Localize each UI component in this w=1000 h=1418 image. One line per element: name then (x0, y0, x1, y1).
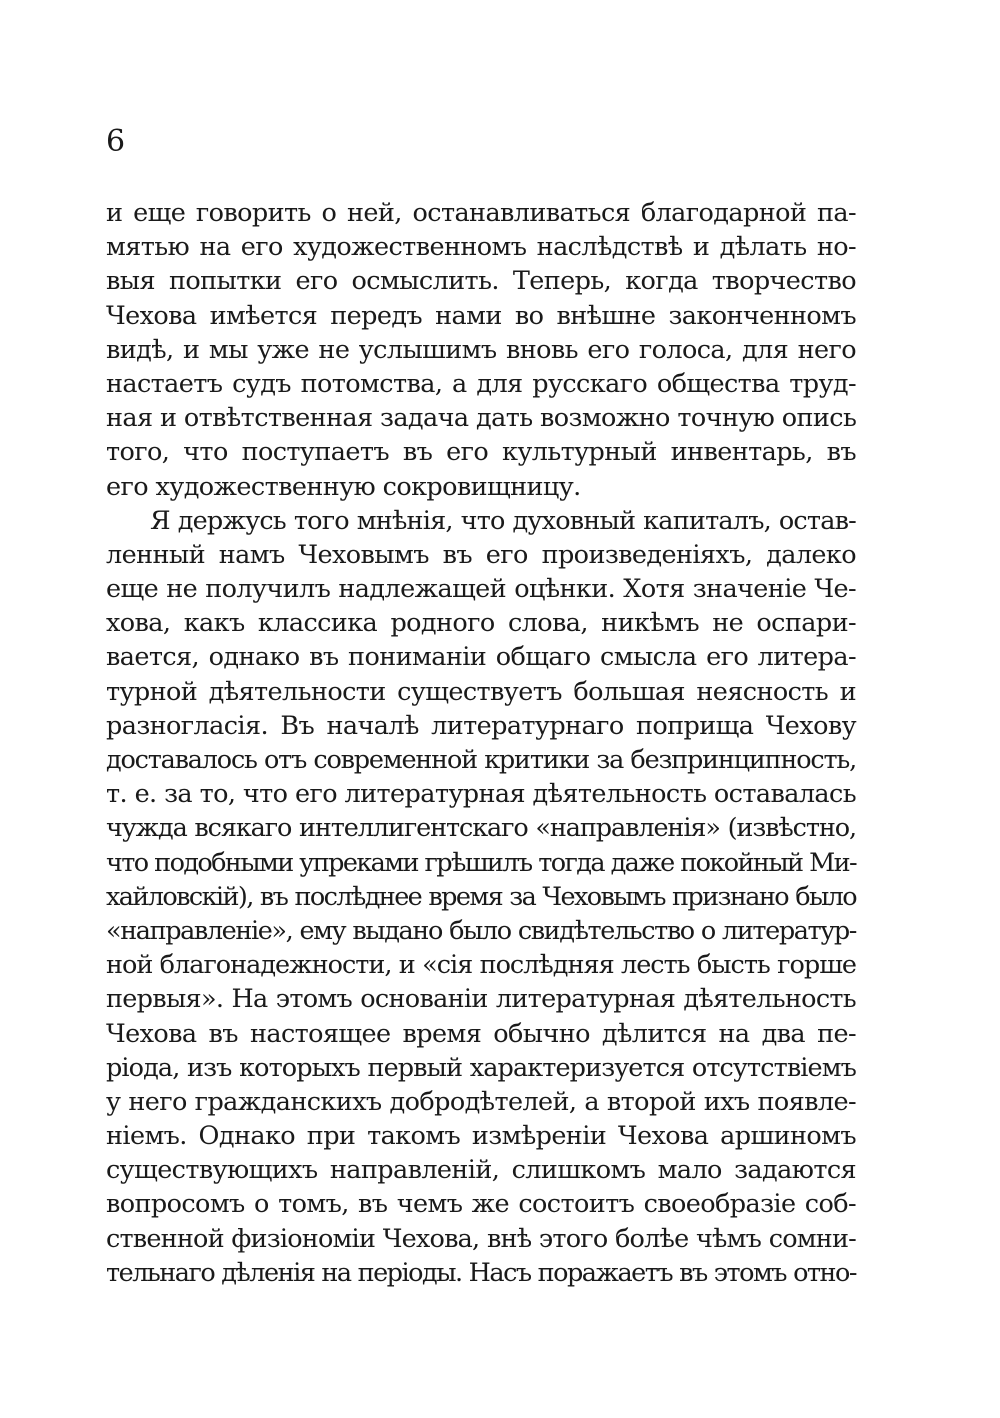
text-line: что подобными упреками грѣшилъ тогда даже покойный Ми- (106, 847, 856, 878)
text-line: Чехова въ настоящее время обычно дѣлится на два пе- (106, 1018, 856, 1049)
text-line: чужда всякаго интеллигентскаго «направленія» (извѣстно, (106, 813, 856, 844)
text-line: тельнаго дѣленія на періоды. Насъ поражаетъ въ этомъ отно- (106, 1257, 856, 1288)
text-line: доставалось отъ современной критики за безпринципность, (106, 745, 856, 775)
text-line: у него гражданскихъ добродѣтелей, а второй ихъ появле- (106, 1086, 856, 1117)
text-line: выя попытки его осмыслить. Теперь, когда творчество (106, 266, 856, 297)
text-line: настаетъ судъ потомства, а для русскаго общества труд- (106, 368, 856, 399)
text-line: его художественную сокровищницу. (106, 471, 581, 502)
text-line: и еще говорить о ней, останавливаться благодарной па- (106, 198, 856, 228)
text-line: существующихъ направленій, слишкомъ мало задаются (106, 1155, 856, 1186)
paragraph-2 (106, 504, 856, 1290)
text-line: «направленіе», ему выдано было свидѣтельство о литератур- (106, 915, 856, 946)
text-line: того, что поступаетъ въ его культурный инвентарь, въ (106, 437, 856, 468)
text-line: Чехова имѣется передъ нами во внѣшне законченномъ (106, 300, 856, 331)
text-line: мятью на его художественномъ наслѣдствѣ и дѣлать но- (106, 232, 856, 263)
text-line: хайловскій), въ послѣднее время за Чеховымъ признано было (106, 881, 856, 912)
text-line: ніемъ. Однако при такомъ измѣреніи Чехова аршиномъ (106, 1121, 856, 1152)
text-line: вопросомъ о томъ, въ чемъ же состоитъ своеобразіе соб- (106, 1189, 856, 1220)
text-line: первыя». На этомъ основаніи литературная дѣятельность (106, 984, 856, 1015)
text-line: хова, какъ классика родного слова, никѣмъ не оспари- (106, 608, 856, 639)
text-line: видѣ, и мы уже не услышимъ вновь его голоса, для него (106, 334, 856, 365)
text-line: еще не получилъ надлежащей оцѣнки. Хотя значеніе Че- (106, 574, 856, 605)
text-line: ная и отвѣтственная задача дать возможно точную опись (106, 403, 857, 434)
body-text (106, 196, 856, 1290)
text-line: т. е. за то, что его литературная дѣятельность оставалась (106, 779, 856, 810)
text-line: ленный намъ Чеховымъ въ его произведеніяхъ, далеко (106, 539, 856, 570)
text-line: ственной физіономіи Чехова, внѣ этого болѣе чѣмъ сомни- (106, 1223, 856, 1254)
page-number: 6 (106, 124, 126, 159)
text-line: турной дѣятельности существуетъ большая неясность и (106, 676, 856, 707)
text-line: ріода, изъ которыхъ первый характеризуется отсутствіемъ (106, 1052, 856, 1083)
text-line: разногласія. Въ началѣ литературнаго поприща Чехову (106, 710, 856, 741)
text-line: Я держусь того мнѣнія, что духовный капиталъ, остав- (150, 505, 856, 536)
paragraph-1 (106, 196, 856, 504)
text-line: ной благонадежности, и «сія послѣдняя лесть бысть горше (106, 950, 856, 981)
text-line: вается, однако въ пониманіи общаго смысла его литера- (106, 642, 856, 673)
